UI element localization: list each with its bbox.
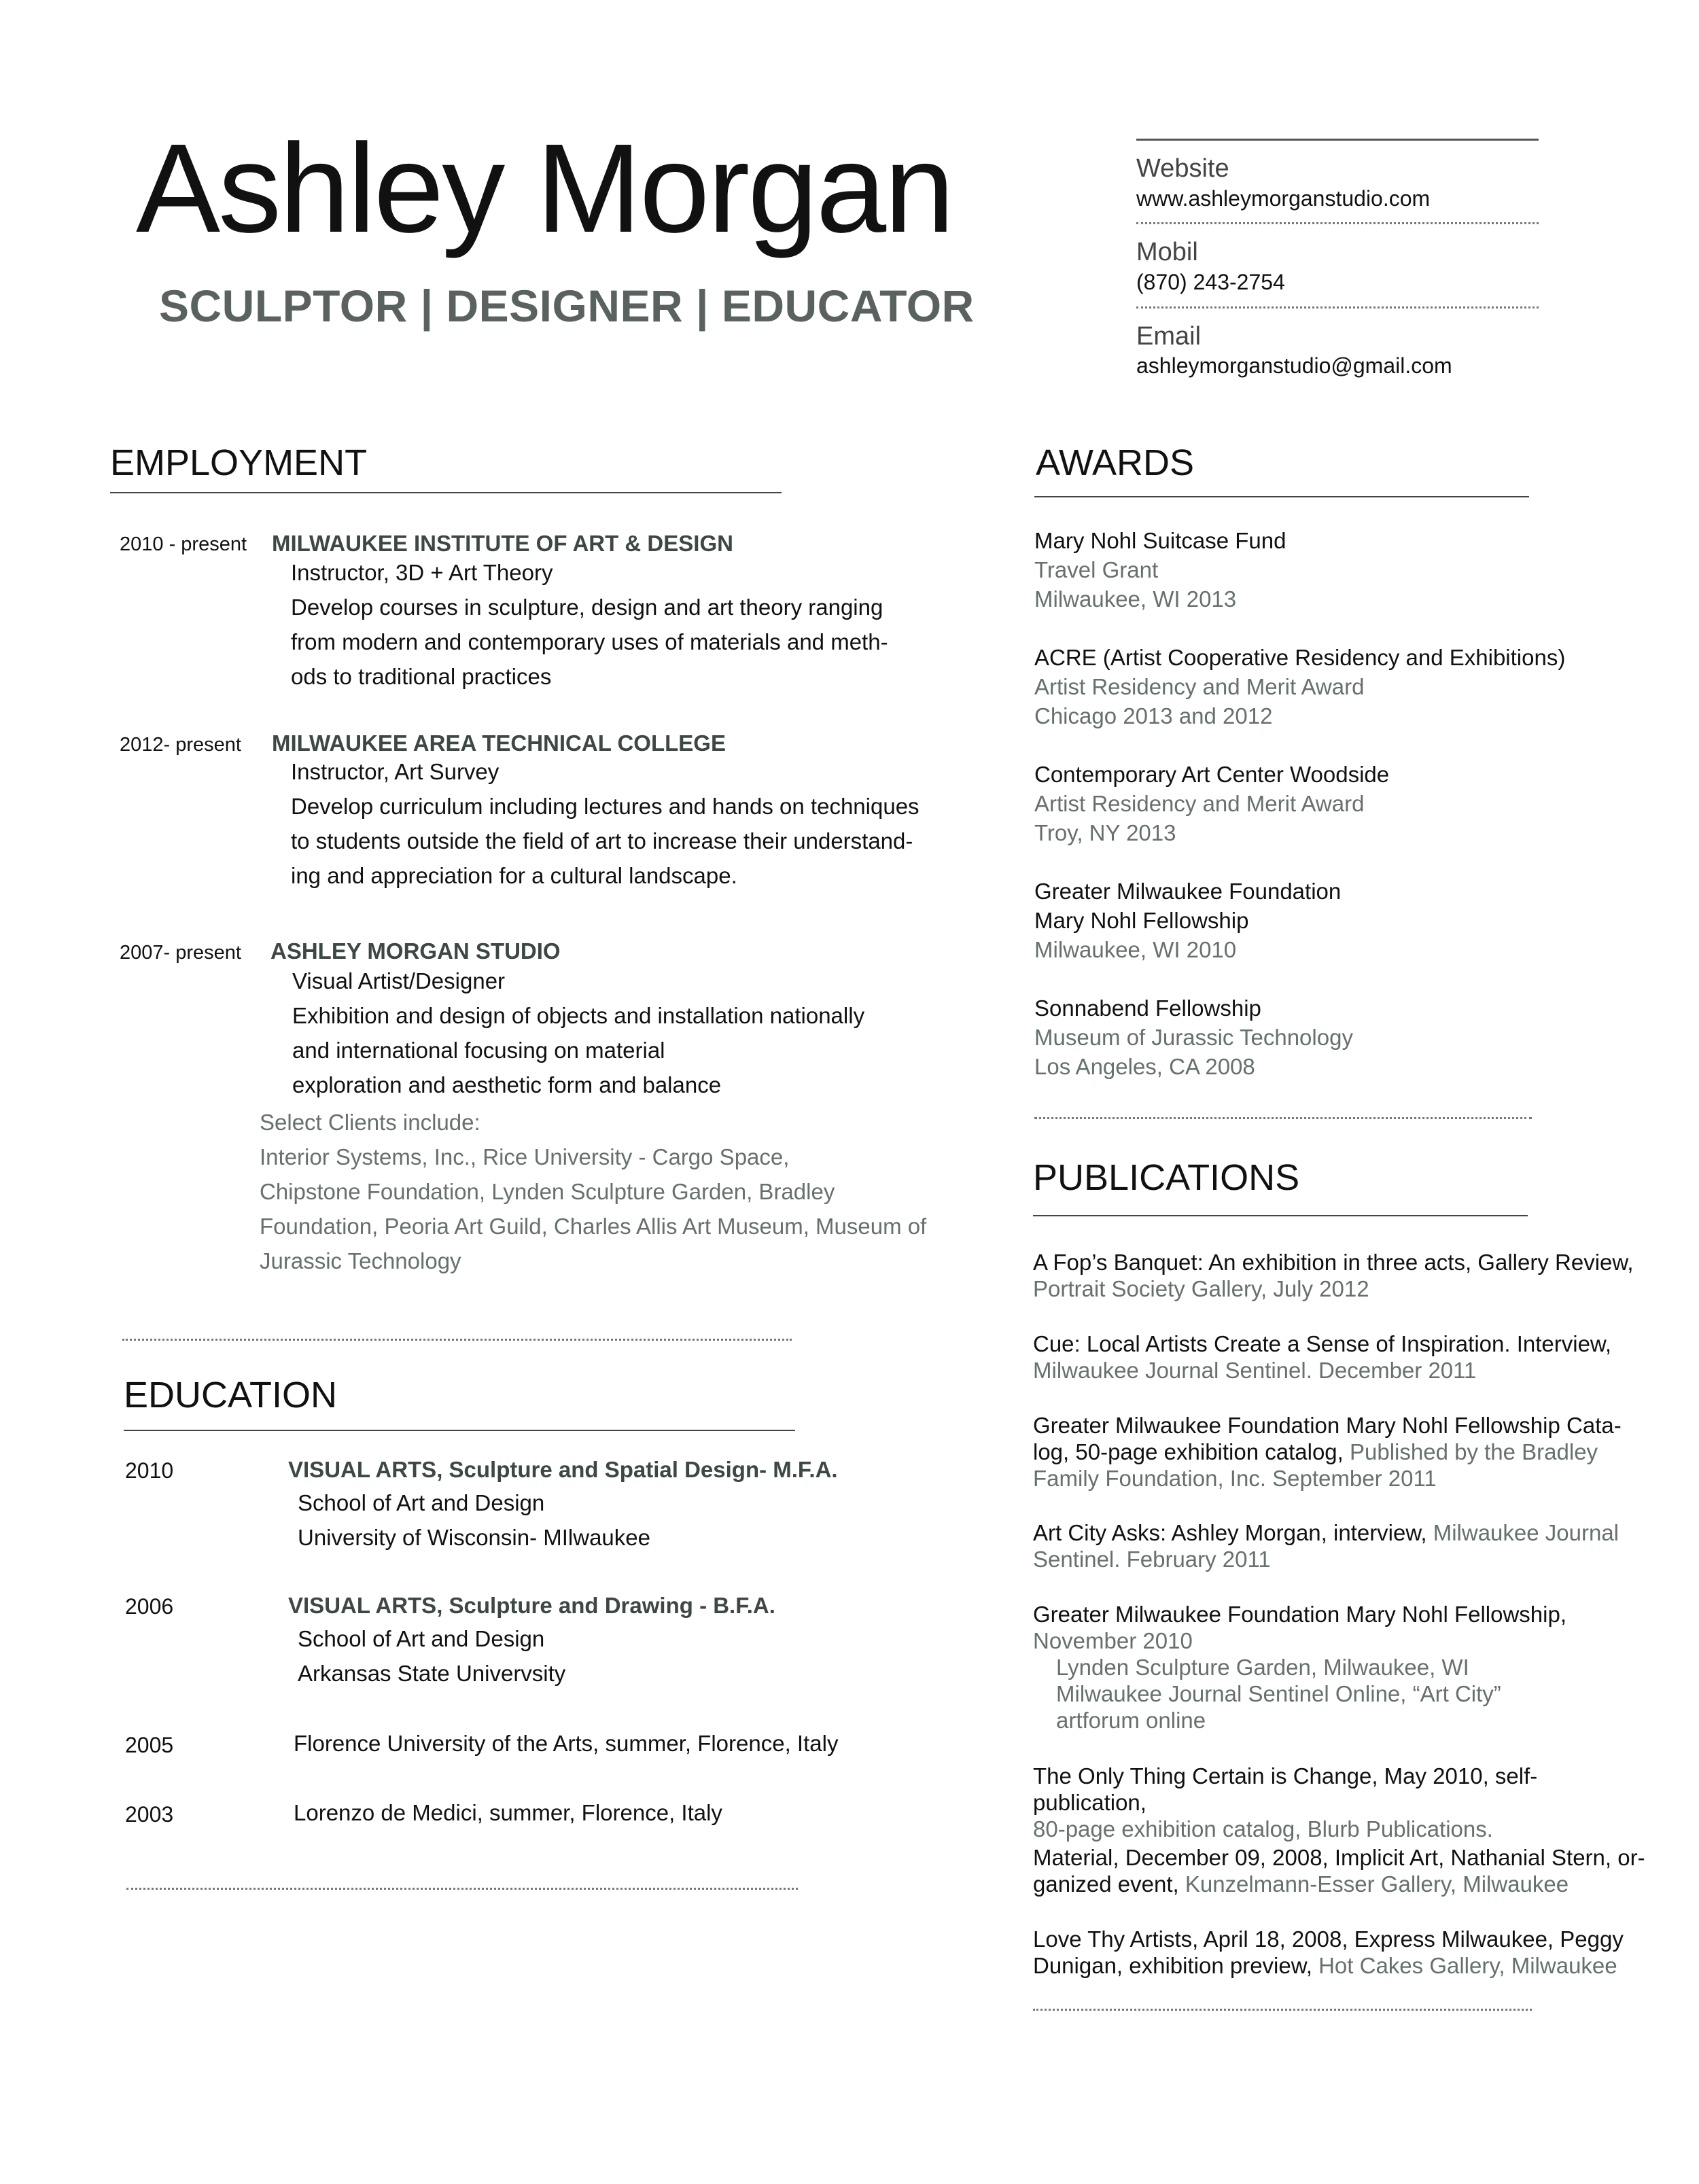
education-heading: EDUCATION [124, 1375, 338, 1415]
publication-title-cont: ganized event, [1033, 1871, 1179, 1897]
job-description-line: Develop curriculum including lectures and hands on techniques [291, 794, 919, 819]
job-date: 2010 - present [120, 533, 247, 555]
award-location-year: Chicago 2013 and 2012 [1034, 703, 1273, 728]
publication-item [1033, 1412, 1648, 1492]
award-name: Sonnabend Fellowship [1034, 996, 1261, 1021]
publication-item [1033, 1926, 1648, 1979]
job-description-line: exploration and aesthetic form and balance [292, 1072, 722, 1097]
publication-title-cont: Dunigan, exhibition preview, [1033, 1953, 1312, 1978]
publications-rule [1033, 1215, 1528, 1216]
publication-item [1033, 1763, 1648, 1842]
education-date: 2003 [125, 1802, 174, 1827]
award-location-year: Los Angeles, CA 2008 [1034, 1054, 1255, 1079]
publication-item [1033, 1249, 1648, 1302]
publication-item [1033, 1331, 1648, 1384]
publication-title: Art City Asks: Ashley Morgan, interview, [1033, 1520, 1427, 1545]
publication-title: Greater Milwaukee Foundation Mary Nohl Fellowship, [1033, 1602, 1567, 1627]
job-description-line: to students outside the field of art to increase their understand- [291, 828, 913, 853]
award-item [1034, 526, 1578, 614]
contact-divider [1136, 306, 1539, 309]
education-date: 2005 [125, 1733, 174, 1757]
award-location-year: Troy, NY 2013 [1034, 820, 1176, 845]
awards-heading: AWARDS [1036, 442, 1195, 483]
contact-divider [1136, 222, 1539, 224]
award-item [1034, 760, 1578, 847]
publication-venue: Milwaukee Journal Sentinel Online, “Art City” [1056, 1681, 1501, 1706]
clients-line: Jurassic Technology [260, 1248, 461, 1273]
job-role: Instructor, Art Survey [291, 759, 500, 784]
award-item [1034, 877, 1578, 964]
publication-item [1033, 1844, 1648, 1897]
publication-title: Greater Milwaukee Foundation Mary Nohl Fellowship Cata- [1033, 1413, 1622, 1438]
publications-heading: PUBLICATIONS [1033, 1157, 1300, 1198]
education-end-divider [126, 1888, 798, 1890]
award-type: Museum of Jurassic Technology [1034, 1025, 1353, 1050]
education-university: University of Wisconsin- MIlwaukee [298, 1525, 650, 1550]
publication-title: Material, December 09, 2008, Implicit Art, Nathanial Stern, or- [1033, 1845, 1645, 1870]
education-school: School of Art and Design [298, 1626, 545, 1651]
award-item [1034, 643, 1578, 730]
education-degree: VISUAL ARTS, Sculpture and Spatial Design- M.F.A. [288, 1457, 838, 1482]
job-description-line: and international focusing on material [292, 1038, 665, 1063]
award-type: Travel Grant [1034, 557, 1159, 582]
publication-title: Cue: Local Artists Create a Sense of Inspiration. Interview, [1033, 1331, 1612, 1356]
education-date: 2010 [125, 1458, 174, 1483]
publication-source: Milwaukee Journal [1426, 1520, 1619, 1545]
contact-block [1136, 139, 1539, 379]
job-role: Visual Artist/Designer [292, 968, 506, 993]
contact-website-label: Website [1136, 154, 1229, 183]
publication-title-cont: log, 50-page exhibition catalog, [1033, 1439, 1344, 1464]
education-date: 2006 [125, 1594, 174, 1619]
job-description-line: from modern and contemporary uses of materials and meth- [291, 629, 888, 654]
awards-rule [1034, 496, 1529, 497]
publication-title: The Only Thing Certain is Change, May 2010, self-publication, [1033, 1763, 1538, 1815]
job-description-line: Exhibition and design of objects and installation nationally [292, 1003, 865, 1028]
publication-source-cont: Family Foundation, Inc. September 2011 [1033, 1466, 1437, 1491]
award-name: Mary Nohl Suitcase Fund [1034, 528, 1286, 553]
awards-end-divider [1034, 1117, 1532, 1119]
publication-item [1033, 1519, 1648, 1572]
job-date: 2007- present [120, 942, 241, 964]
employment-end-divider [122, 1339, 792, 1341]
publication-item [1033, 1601, 1648, 1733]
contact-mobile-value[interactable]: (870) 243-2754 [1136, 270, 1285, 295]
resume-name: Ashley Morgan [136, 118, 953, 259]
education-rule [124, 1430, 795, 1431]
education-program: Lorenzo de Medici, summer, Florence, Italy [294, 1800, 722, 1825]
publication-title: A Fop’s Banquet: An exhibition in three acts, Gallery Review, [1033, 1250, 1634, 1275]
employment-rule [110, 492, 782, 493]
education-university: Arkansas State Univervsity [298, 1661, 566, 1686]
publication-source-cont: Sentinel. February 2011 [1033, 1547, 1271, 1572]
publication-source: Milwaukee Journal Sentinel. December 2011 [1033, 1358, 1477, 1383]
award-name: Contemporary Art Center Woodside [1034, 762, 1390, 787]
contact-mobile-label: Mobil [1136, 238, 1198, 267]
publication-title: Love Thy Artists, April 18, 2008, Express Milwaukee, Peggy [1033, 1926, 1624, 1952]
contact-website-value[interactable]: www.ashleymorganstudio.com [1136, 186, 1431, 211]
publication-source: 80-page exhibition catalog, Blurb Publications. [1033, 1816, 1493, 1842]
award-type: Artist Residency and Merit Award [1034, 674, 1365, 699]
resume-subtitle: SCULPTOR | DESIGNER | EDUCATOR [159, 281, 975, 331]
employment-heading: EMPLOYMENT [110, 442, 368, 483]
job-organization: ASHLEY MORGAN STUDIO [270, 938, 561, 964]
education-program: Florence University of the Arts, summer, Florence, Italy [294, 1731, 839, 1756]
job-date: 2012- present [120, 734, 241, 756]
contact-email-label: Email [1136, 321, 1202, 351]
clients-line: Foundation, Peoria Art Guild, Charles Allis Art Museum, Museum of [260, 1214, 927, 1239]
award-name: Greater Milwaukee Foundation [1034, 879, 1342, 904]
publication-venue: Lynden Sculpture Garden, Milwaukee, WI [1056, 1655, 1469, 1680]
education-school: School of Art and Design [298, 1490, 545, 1515]
education-degree: VISUAL ARTS, Sculpture and Drawing - B.F.A. [288, 1593, 775, 1618]
clients-line: Chipstone Foundation, Lynden Sculpture Garden, Bradley [260, 1179, 835, 1204]
publication-source: Hot Cakes Gallery, Milwaukee [1312, 1953, 1617, 1978]
clients-line: Interior Systems, Inc., Rice University - Cargo Space, [260, 1144, 790, 1169]
award-item [1034, 993, 1578, 1081]
publication-venue: artforum online [1056, 1708, 1206, 1733]
contact-top-rule [1136, 139, 1539, 141]
award-location-year: Milwaukee, WI 2010 [1034, 937, 1237, 962]
job-organization: MILWAUKEE INSTITUTE OF ART & DESIGN [272, 531, 733, 556]
publication-source: Published by the Bradley [1343, 1439, 1598, 1464]
job-organization: MILWAUKEE AREA TECHNICAL COLLEGE [272, 730, 726, 756]
award-name: ACRE (Artist Cooperative Residency and Exhibitions) [1034, 645, 1566, 670]
job-description-line: Develop courses in sculpture, design and art theory ranging [291, 595, 883, 620]
publication-source: Portrait Society Gallery, July 2012 [1033, 1276, 1369, 1301]
award-type: Mary Nohl Fellowship [1034, 908, 1249, 933]
award-type: Artist Residency and Merit Award [1034, 791, 1365, 816]
job-role: Instructor, 3D + Art Theory [291, 560, 553, 585]
publications-end-divider [1033, 2009, 1532, 2011]
contact-email-value[interactable]: ashleymorganstudio@gmail.com [1136, 353, 1452, 378]
publication-source: Kunzelmann-Esser Gallery, Milwaukee [1178, 1871, 1569, 1897]
job-description-line: ing and appreciation for a cultural landscape. [291, 863, 737, 888]
publication-date: November 2010 [1033, 1628, 1193, 1653]
award-location-year: Milwaukee, WI 2013 [1034, 586, 1237, 612]
clients-label: Select Clients include: [260, 1110, 480, 1135]
job-description-line: ods to traditional practices [291, 664, 552, 689]
